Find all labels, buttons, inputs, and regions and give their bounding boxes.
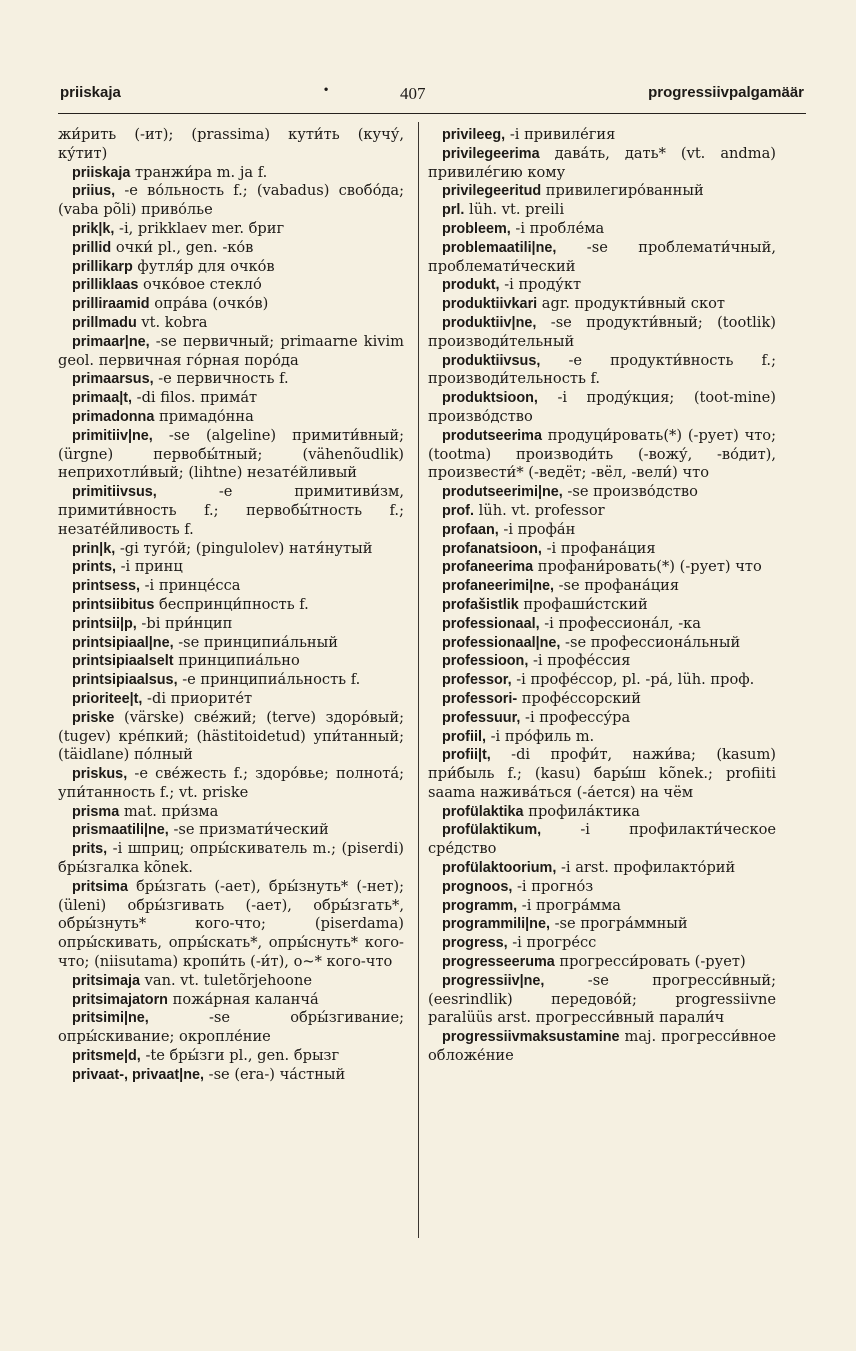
entry-headword: progressiivmaksustamine bbox=[442, 1029, 620, 1046]
dictionary-entry bbox=[428, 145, 776, 183]
entry-headword: privaat-, privaat|ne, bbox=[72, 1066, 204, 1083]
header-last-word: progressiivpalgamäär bbox=[648, 84, 804, 101]
entry-headword: printsiibitus bbox=[72, 596, 155, 613]
dictionary-entry bbox=[58, 389, 404, 408]
entry-definition: -i привиле́гия bbox=[505, 126, 616, 143]
dictionary-entry bbox=[58, 709, 404, 765]
entry-definition: жи́рить (-ит); (prassima) кути́ть (кучу́, ку́тит) bbox=[58, 126, 404, 162]
entry-headword: primadonna bbox=[72, 408, 155, 425]
entry-headword: primaa|t, bbox=[72, 390, 133, 407]
entry-headword: prismaatili|ne, bbox=[72, 822, 169, 839]
dictionary-entry bbox=[428, 558, 776, 577]
entry-headword: pritsimajatorn bbox=[72, 991, 168, 1008]
entry-headword: profašistlik bbox=[442, 596, 519, 613]
entry-definition: -se проблемати́чный, проблемати́ческий bbox=[428, 238, 776, 275]
dictionary-entry bbox=[428, 652, 776, 671]
entry-definition: -se (era-) ча́стный bbox=[204, 1065, 346, 1083]
entry-headword: pritsimaja bbox=[72, 972, 140, 989]
entry-definition: -se принципиа́льный bbox=[173, 633, 339, 651]
entry-definition: lüh. vt. professor bbox=[473, 501, 605, 519]
entry-headword: progresseeruma bbox=[442, 954, 555, 971]
entry-definition: -i прогно́з bbox=[512, 877, 594, 895]
left-column bbox=[58, 126, 404, 1085]
entry-definition: -se профана́ция bbox=[553, 577, 680, 595]
entry-headword: professioon, bbox=[442, 653, 529, 670]
dictionary-entry bbox=[58, 333, 404, 371]
entry-definition: привилегиро́ванный bbox=[541, 182, 704, 200]
dictionary-entry bbox=[428, 276, 776, 295]
entry-headword: profülaktika bbox=[442, 803, 524, 820]
column-divider bbox=[418, 122, 419, 1238]
dictionary-entry bbox=[58, 370, 404, 389]
entry-headword: pritsimi|ne, bbox=[72, 1010, 149, 1027]
entry-definition: -i профессиона́л, -ка bbox=[539, 614, 701, 632]
entry-definition: профила́ктика bbox=[523, 802, 640, 820]
entry-headword: produkt, bbox=[442, 277, 500, 294]
dictionary-entry bbox=[58, 558, 404, 577]
entry-headword: prillikarp bbox=[72, 258, 133, 275]
entry-definition: профаши́стский bbox=[518, 595, 648, 613]
entry-definition: -di профи́т, нажи́ва; (kasum) при́быль f.; (kasu) бары́ш kõnek.; profiiti saama нажива́ться (-а́ется) на чём bbox=[428, 746, 776, 801]
entry-headword: priiskaja bbox=[72, 164, 131, 181]
entry-definition: пожа́рная каланча́ bbox=[167, 990, 319, 1008]
entry-headword: profülaktoorium, bbox=[442, 860, 557, 877]
entry-definition: -i проду́кция; (toot-mine) произво́дство bbox=[428, 389, 776, 425]
entry-headword: prin|k, bbox=[72, 540, 116, 557]
entry-definition: -se (algeline) примити́вный; (ürgne) первобы́тный; (vähenõudlik) неприхотли́вый; (lihtne) незате́йливый bbox=[58, 426, 404, 482]
dictionary-entry bbox=[428, 314, 776, 352]
dictionary-entry bbox=[58, 126, 404, 164]
entry-headword: printsipiaalselt bbox=[72, 653, 174, 670]
entry-definition: -i пробле́ма bbox=[510, 219, 605, 237]
entry-definition: профе́ссорский bbox=[517, 689, 641, 707]
entry-headword: printsess, bbox=[72, 578, 140, 595]
dictionary-entry bbox=[428, 483, 776, 502]
header-dot: • bbox=[324, 82, 329, 96]
entry-headword: prillid bbox=[72, 239, 112, 256]
entry-headword: professionaal|ne, bbox=[442, 634, 561, 651]
dictionary-entry bbox=[428, 596, 776, 615]
dictionary-entry bbox=[428, 1028, 776, 1066]
entry-definition: -e во́льность f.; (vabadus) свобо́да; (vaba põli) приво́лье bbox=[58, 182, 404, 219]
dictionary-entry bbox=[428, 615, 776, 634]
entry-headword: prisma bbox=[72, 803, 120, 820]
entry-definition: очки́ pl., gen. -ко́в bbox=[111, 238, 254, 256]
dictionary-entry bbox=[58, 972, 404, 991]
dictionary-entry bbox=[58, 1066, 404, 1085]
entry-definition: -bi при́нцип bbox=[136, 614, 233, 632]
entry-headword: profaneerimi|ne, bbox=[442, 578, 554, 595]
dictionary-entry bbox=[58, 596, 404, 615]
entry-headword: produtseerima bbox=[442, 427, 542, 444]
entry-headword: produktsioon, bbox=[442, 390, 538, 407]
entry-definition: -i принце́сса bbox=[139, 577, 241, 595]
entry-definition: -e принципиа́льность f. bbox=[177, 671, 361, 689]
entry-definition: -se профессиона́льный bbox=[560, 633, 741, 651]
entry-headword: produktiivsus, bbox=[442, 352, 541, 369]
entry-headword: programm, bbox=[442, 897, 518, 914]
dictionary-entry bbox=[428, 746, 776, 802]
entry-definition: -se обры́згивание; опры́скивание; окропле́ние bbox=[58, 1009, 404, 1046]
entry-definition: -se первичный; primaarne kivim geol. первичная го́рная поро́да bbox=[58, 332, 404, 369]
entry-definition: -i, prikklaev mer. бриг bbox=[114, 219, 285, 237]
dictionary-entry bbox=[428, 953, 776, 972]
dictionary-entry bbox=[428, 709, 776, 728]
entry-definition: -se програ́ммный bbox=[549, 915, 688, 933]
entry-definition: -e продукти́вность f.; производи́тельность f. bbox=[428, 351, 776, 388]
entry-headword: professor, bbox=[442, 672, 512, 689]
entry-headword: profaneerima bbox=[442, 559, 534, 576]
dictionary-entry bbox=[58, 991, 404, 1010]
header-rule bbox=[58, 113, 806, 114]
dictionary-entry bbox=[428, 915, 776, 934]
dictionary-entry bbox=[58, 1009, 404, 1047]
dictionary-entry bbox=[58, 258, 404, 277]
dictionary-entry bbox=[58, 276, 404, 295]
entry-headword: produtseerimi|ne, bbox=[442, 484, 563, 501]
entry-headword: prof. bbox=[442, 502, 474, 519]
dictionary-entry bbox=[428, 220, 776, 239]
dictionary-entry bbox=[58, 765, 404, 803]
entry-definition: -i профе́ссор, pl. -ра́, lüh. проф. bbox=[511, 671, 755, 689]
entry-definition: van. vt. tuletõrjehoone bbox=[139, 971, 312, 989]
dictionary-entry bbox=[58, 615, 404, 634]
entry-headword: programmili|ne, bbox=[442, 916, 550, 933]
entry-headword: privilegeerima bbox=[442, 145, 540, 162]
entry-headword: primaarsus, bbox=[72, 371, 154, 388]
entry-definition: maj. прогресси́вное обложе́ние bbox=[428, 1028, 776, 1065]
dictionary-entry bbox=[428, 972, 776, 1028]
entry-definition: -i шприц; опры́скиватель m.; (piserdi) бры́згалка kõnek. bbox=[58, 840, 404, 877]
entry-definition: прогресси́ровать (-рует) bbox=[554, 953, 746, 971]
right-column bbox=[428, 126, 776, 1066]
entry-headword: privileeg, bbox=[442, 127, 506, 143]
dictionary-entry bbox=[58, 164, 404, 183]
entry-headword: printsipiaalsus, bbox=[72, 672, 178, 689]
dictionary-entry bbox=[428, 521, 776, 540]
entry-headword: prilliraamid bbox=[72, 296, 150, 313]
entry-headword: prioritee|t, bbox=[72, 690, 143, 707]
entry-headword: priskus, bbox=[72, 766, 128, 783]
dictionary-entry bbox=[428, 427, 776, 483]
entry-definition: -gi туго́й; (pingulolev) натя́нутый bbox=[115, 539, 373, 557]
entry-headword: profanatsioon, bbox=[442, 540, 542, 557]
entry-headword: progressiiv|ne, bbox=[442, 972, 545, 989]
entry-definition: профани́ровать(*) (-рует) что bbox=[533, 558, 762, 576]
entry-headword: produktiivkari bbox=[442, 296, 538, 313]
entry-definition: транжи́ра m. ja f. bbox=[130, 163, 268, 181]
dictionary-entry bbox=[58, 821, 404, 840]
dictionary-entry bbox=[428, 239, 776, 277]
entry-definition: vt. kobra bbox=[136, 313, 208, 331]
dictionary-entry bbox=[58, 1047, 404, 1066]
entry-definition: -i профа́н bbox=[498, 520, 576, 538]
entry-headword: produktiiv|ne, bbox=[442, 314, 537, 331]
entry-headword: prits, bbox=[72, 841, 108, 858]
dictionary-entry bbox=[428, 126, 776, 145]
entry-headword: pritsima bbox=[72, 878, 128, 895]
dictionary-entry bbox=[428, 878, 776, 897]
entry-definition: -di filos. прима́т bbox=[132, 389, 258, 407]
dictionary-entry bbox=[428, 182, 776, 201]
entry-headword: primitiiv|ne, bbox=[72, 427, 153, 444]
dictionary-entry bbox=[428, 934, 776, 953]
dictionary-entry bbox=[58, 220, 404, 239]
entry-definition: -e первичность f. bbox=[153, 370, 289, 388]
entry-definition: -i проду́кт bbox=[499, 276, 582, 294]
dictionary-entry bbox=[58, 239, 404, 258]
entry-headword: prillmadu bbox=[72, 314, 137, 331]
entry-definition: -i принц bbox=[115, 558, 183, 576]
entry-definition: опра́ва (очко́в) bbox=[149, 295, 269, 313]
dictionary-entry bbox=[428, 540, 776, 559]
entry-headword: printsii|p, bbox=[72, 615, 137, 632]
entry-headword: primitiivsus, bbox=[72, 484, 157, 501]
entry-headword: profiil, bbox=[442, 728, 486, 745]
entry-headword: profaan, bbox=[442, 521, 499, 538]
entry-definition: бры́згать (-ает), бры́знуть* (-нет); (üleni) обры́згивать (-ает), обры́згать*, обры́знуть* кого-что; (piserdama) опры́скивать, опры́скать*, опры́снуть* кого-что; (niisutama) кропи́ть (-и́т), о~* кого-что bbox=[58, 877, 404, 971]
entry-definition: дава́ть, дать* (vt. andma) привиле́гию кому bbox=[428, 144, 776, 181]
entry-headword: probleem, bbox=[442, 220, 511, 237]
dictionary-entry bbox=[428, 690, 776, 709]
entry-definition: -te бры́зги pl., gen. брызг bbox=[140, 1047, 340, 1065]
entry-definition: -i arst. профилакто́рий bbox=[556, 859, 736, 877]
entry-definition: -se призмати́ческий bbox=[168, 821, 329, 839]
dictionary-entry bbox=[428, 728, 776, 747]
entry-definition: -di приорите́т bbox=[142, 689, 253, 707]
entry-headword: professionaal, bbox=[442, 615, 540, 632]
dictionary-entry bbox=[58, 540, 404, 559]
entry-definition: -e примитиви́зм, примити́вность f.; первобы́тность f.; незате́йливость f. bbox=[58, 483, 404, 538]
entry-definition: -i профана́ция bbox=[541, 539, 656, 557]
entry-headword: pritsme|d, bbox=[72, 1048, 141, 1065]
entry-definition: -se прогресси́вный; (eesrindlik) передово́й; progressiivne paralüüs arst. прогресси́вный парали́ч bbox=[428, 971, 776, 1027]
dictionary-entry bbox=[428, 295, 776, 314]
page-header bbox=[60, 84, 804, 108]
dictionary-entry bbox=[58, 427, 404, 483]
dictionary-entry bbox=[58, 295, 404, 314]
entry-definition: agr. продукти́вный скот bbox=[537, 295, 725, 313]
entry-definition: -e све́жесть f.; здоро́вье; полнота́; упи́танность f.; vt. priske bbox=[58, 765, 404, 801]
dictionary-entry bbox=[428, 502, 776, 521]
entry-definition: -i профессу́ра bbox=[520, 708, 631, 726]
dictionary-entry bbox=[58, 690, 404, 709]
entry-headword: profülaktikum, bbox=[442, 822, 542, 839]
entry-definition: очко́вое стекло́ bbox=[138, 276, 262, 294]
entry-headword: priske bbox=[72, 709, 115, 726]
dictionary-entry bbox=[58, 878, 404, 972]
dictionary-entry bbox=[58, 408, 404, 427]
entry-definition: продуци́ровать(*) (-рует) что; (tootma) производи́ть (-вожу́, -во́дит), произвести́* (-ведёт; -вёл, -вели́) что bbox=[428, 426, 776, 482]
entry-definition: беспринци́пность f. bbox=[154, 595, 309, 613]
dictionary-entry bbox=[58, 803, 404, 822]
entry-definition: mat. при́зма bbox=[119, 802, 219, 820]
entry-headword: printsipiaal|ne, bbox=[72, 634, 174, 651]
dictionary-entry bbox=[58, 314, 404, 333]
entry-definition: примадо́нна bbox=[154, 407, 254, 425]
entry-headword: prognoos, bbox=[442, 878, 513, 895]
entry-headword: profii|t, bbox=[442, 747, 491, 764]
dictionary-entry bbox=[58, 483, 404, 539]
dictionary-entry bbox=[58, 840, 404, 878]
entry-definition: -i профилакти́ческое сре́дство bbox=[428, 821, 776, 858]
entry-definition: -i профе́ссия bbox=[528, 652, 631, 670]
entry-definition: lüh. vt. preili bbox=[464, 201, 565, 219]
entry-headword: priius, bbox=[72, 183, 116, 200]
entry-headword: progress, bbox=[442, 935, 508, 952]
entry-definition: -se произво́дство bbox=[562, 483, 698, 501]
page-number: 407 bbox=[400, 84, 426, 103]
dictionary-entry bbox=[428, 389, 776, 427]
dictionary-entry bbox=[428, 634, 776, 653]
dictionary-entry bbox=[58, 671, 404, 690]
dictionary-entry bbox=[428, 577, 776, 596]
entry-headword: problemaatili|ne, bbox=[442, 239, 557, 256]
entry-headword: primaar|ne, bbox=[72, 333, 150, 350]
dictionary-entry bbox=[428, 803, 776, 822]
dictionary-entry bbox=[58, 577, 404, 596]
entry-definition: принципиа́льно bbox=[173, 652, 300, 670]
entry-headword: prl. bbox=[442, 202, 465, 219]
entry-headword: professuur, bbox=[442, 709, 521, 726]
dictionary-entry bbox=[58, 652, 404, 671]
dictionary-entry bbox=[428, 201, 776, 220]
dictionary-entry bbox=[428, 352, 776, 390]
dictionary-entry bbox=[428, 671, 776, 690]
dictionary-entry bbox=[58, 634, 404, 653]
entry-headword: professori- bbox=[442, 690, 518, 707]
entry-definition: -se продукти́вный; (tootlik) производи́тельный bbox=[428, 313, 776, 350]
entry-definition: -i про́филь m. bbox=[485, 727, 595, 745]
entry-headword: prilliklaas bbox=[72, 277, 139, 294]
entry-definition: (värske) све́жий; (terve) здоро́вый; (tugev) кре́пкий; (hästitoidetud) упи́танный; (täidlane) по́лный bbox=[58, 708, 404, 764]
entry-headword: prints, bbox=[72, 559, 116, 576]
entry-headword: prik|k, bbox=[72, 220, 115, 237]
entry-definition: футля́р для очко́в bbox=[132, 257, 275, 275]
dictionary-entry bbox=[428, 859, 776, 878]
entry-headword: privilegeeritud bbox=[442, 183, 542, 200]
entry-definition: -i прогре́сс bbox=[507, 934, 597, 952]
header-first-word: priiskaja bbox=[60, 84, 121, 101]
dictionary-entry bbox=[58, 182, 404, 220]
dictionary-entry bbox=[428, 897, 776, 916]
entry-definition: -i програ́мма bbox=[517, 896, 621, 914]
dictionary-entry bbox=[428, 821, 776, 859]
